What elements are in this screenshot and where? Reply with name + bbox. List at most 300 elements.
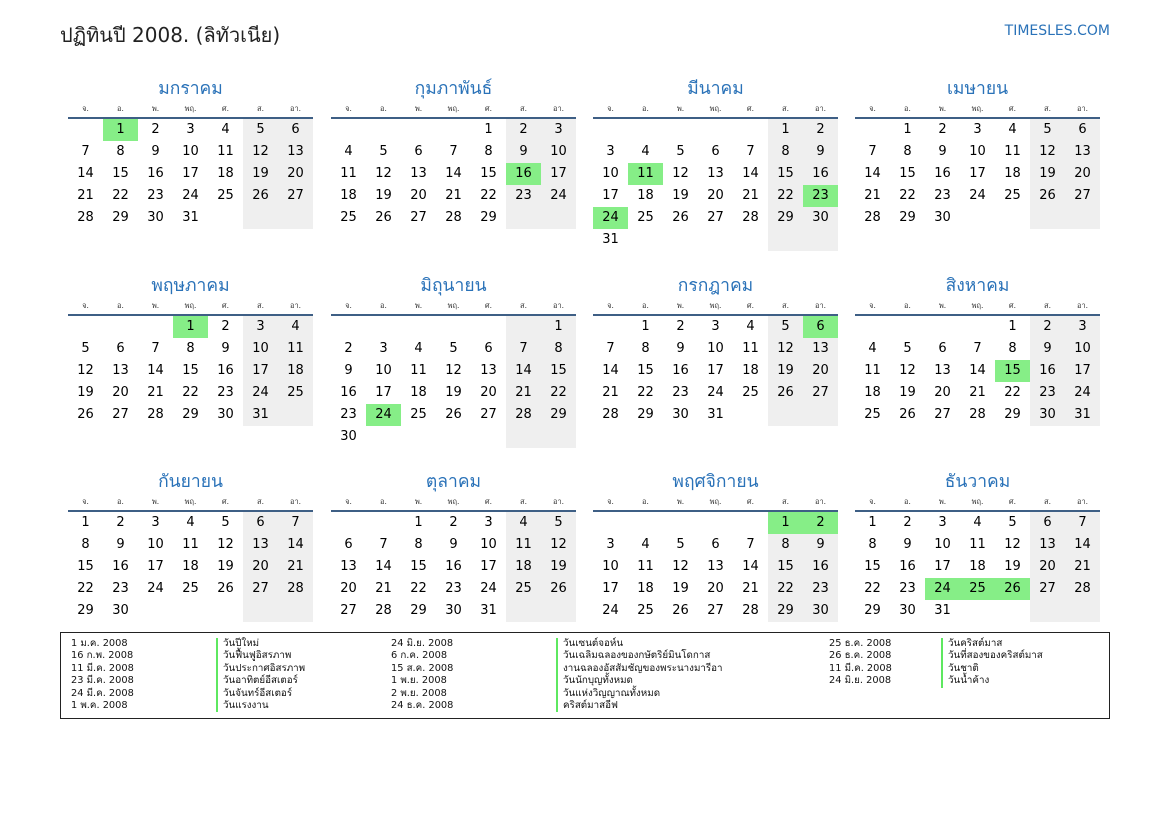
day-cell: 22: [768, 185, 803, 207]
weekday-label: อ.: [380, 104, 387, 113]
weekday-label: ศ.: [484, 497, 493, 506]
day-cell: 11: [864, 363, 881, 378]
weekday-label: อ.: [904, 497, 911, 506]
day-cell: 6: [1030, 512, 1065, 534]
day-cell: 19: [77, 385, 94, 400]
day-cell: 3: [711, 319, 720, 334]
empty-cell: [628, 119, 663, 141]
day-cell: 12: [899, 363, 916, 378]
day-cell: 31: [1065, 404, 1100, 426]
day-cell: 14: [742, 559, 759, 574]
weekday-label: จ.: [869, 497, 876, 506]
day-cell: 17: [934, 559, 951, 574]
day-cell: 5: [449, 341, 458, 356]
day-cell: 4: [746, 319, 755, 334]
day-cell: 13: [278, 141, 313, 163]
day-cell: 13: [707, 166, 724, 181]
day-cell: 18: [278, 360, 313, 382]
empty-cell: [593, 512, 628, 534]
day-cell: 21: [602, 385, 619, 400]
week-row: [331, 382, 576, 404]
day-cell: 24: [480, 581, 497, 596]
day-cell: 5: [676, 144, 685, 159]
day-cell: 12: [243, 141, 278, 163]
week-row: [331, 426, 576, 448]
day-cell: 2: [151, 122, 160, 137]
empty-cell: [541, 207, 576, 229]
week-row: [593, 316, 838, 338]
month-name: ตุลาคม: [425, 472, 482, 492]
empty-cell: [768, 404, 803, 426]
day-cell: 26: [899, 407, 916, 422]
day-cell: 7: [606, 341, 615, 356]
month-name: สิงหาคม: [945, 276, 1010, 296]
week-row: [68, 404, 313, 426]
day-cell: 8: [541, 338, 576, 360]
empty-cell: [698, 119, 733, 141]
day-cell: 6: [711, 144, 720, 159]
weekday-label: ศ.: [746, 104, 755, 113]
day-cell: 3: [606, 537, 615, 552]
day-cell: 19: [243, 163, 278, 185]
day-cell: 26: [672, 210, 689, 225]
weekday-label: พฤ.: [184, 301, 197, 310]
day-cell: 21: [375, 581, 392, 596]
day-cell: 9: [1030, 338, 1065, 360]
day-cell: 21: [1065, 556, 1100, 578]
day-cell: 2: [344, 341, 353, 356]
month-name: กรกฎาคม: [677, 276, 754, 296]
day-cell: 27: [112, 407, 129, 422]
site-link[interactable]: TIMESLES.COM: [1004, 23, 1110, 39]
day-cell: 27: [707, 210, 724, 225]
day-cell: 8: [484, 144, 493, 159]
day-cell: 2: [116, 515, 125, 530]
day-cell: 28: [506, 404, 541, 426]
day-cell: 8: [81, 537, 90, 552]
empty-cell: [506, 426, 541, 448]
day-cell: 7: [746, 537, 755, 552]
day-cell: 5: [1008, 515, 1017, 530]
day-cell: 7: [379, 537, 388, 552]
day-cell: 15: [480, 166, 497, 181]
day-cell: 31: [243, 404, 278, 426]
weekday-label: พ.: [676, 301, 685, 310]
day-cell: 28: [864, 210, 881, 225]
day-cell: 8: [186, 341, 195, 356]
holiday-names-col-1: [216, 638, 305, 712]
day-cell: 16: [899, 559, 916, 574]
day-cell: 6: [1065, 119, 1100, 141]
day-cell: 7: [746, 144, 755, 159]
day-cell: 20: [1065, 163, 1100, 185]
day-cell: 7: [973, 341, 982, 356]
day-cell: 3: [606, 144, 615, 159]
weekday-label: พ.: [151, 301, 160, 310]
day-cell: 18: [1004, 166, 1021, 181]
day-cell: 28: [742, 603, 759, 618]
day-cell: 29: [768, 207, 803, 229]
weekday-label: จ.: [345, 104, 352, 113]
week-row: [68, 338, 313, 360]
day-cell: 29: [541, 404, 576, 426]
day-cell: 25: [637, 603, 654, 618]
day-cell: 3: [186, 122, 195, 137]
day-cell: 30: [899, 603, 916, 618]
day-cell: 11: [217, 144, 234, 159]
day-cell: 10: [541, 141, 576, 163]
day-cell: 12: [77, 363, 94, 378]
day-cell: 26: [375, 210, 392, 225]
day-cell: 9: [938, 144, 947, 159]
day-cell: 13: [803, 338, 838, 360]
empty-cell: [243, 207, 278, 229]
day-cell: 26: [445, 407, 462, 422]
empty-cell: [68, 119, 103, 141]
day-cell: 14: [602, 363, 619, 378]
day-cell: 8: [641, 341, 650, 356]
empty-cell: [803, 404, 838, 426]
weekday-header: [68, 100, 313, 119]
week-row: [68, 185, 313, 207]
day-cell: 5: [1030, 119, 1065, 141]
day-cell: 25: [278, 382, 313, 404]
weekday-header: [593, 100, 838, 119]
day-cell: 30: [217, 407, 234, 422]
empty-cell: [663, 229, 698, 251]
day-cell: 12: [1030, 141, 1065, 163]
day-cell: 18: [217, 166, 234, 181]
day-cell: 9: [151, 144, 160, 159]
day-cell: 4: [506, 512, 541, 534]
day-cell: 22: [480, 188, 497, 203]
weekday-header: [855, 493, 1100, 512]
day-cell: 19: [899, 385, 916, 400]
day-cell: 2: [803, 119, 838, 141]
weekday-label: ศ.: [1008, 301, 1017, 310]
week-row: [593, 534, 838, 556]
weekday-label: จ.: [607, 104, 614, 113]
weekday-label: อ.: [117, 104, 124, 113]
empty-cell: [243, 600, 278, 622]
day-cell: 30: [934, 210, 951, 225]
day-cell: 14: [445, 166, 462, 181]
empty-cell: [138, 316, 173, 338]
day-cell: 11: [410, 363, 427, 378]
day-cell: 12: [217, 537, 234, 552]
day-cell: 10: [707, 341, 724, 356]
day-cell: 24: [147, 581, 164, 596]
day-cell: 5: [221, 515, 230, 530]
week-row: [593, 404, 838, 426]
month-name: ธันวาคม: [944, 472, 1011, 492]
day-cell: 19: [445, 385, 462, 400]
day-cell: 5: [243, 119, 278, 141]
day-cell: 15: [112, 166, 129, 181]
week-row: [593, 360, 838, 382]
empty-cell: [436, 119, 471, 141]
empty-cell: [733, 119, 768, 141]
weekday-label: อ.: [380, 497, 387, 506]
day-cell: 11: [340, 166, 357, 181]
holiday-date: 1 ม.ค. 2008: [71, 638, 128, 649]
day-cell: 31: [182, 210, 199, 225]
empty-cell: [506, 316, 541, 338]
day-cell: 3: [938, 515, 947, 530]
week-row: [68, 534, 313, 556]
day-cell: 11: [1004, 144, 1021, 159]
day-cell: 27: [803, 382, 838, 404]
empty-cell: [436, 316, 471, 338]
day-cell: 24: [969, 188, 986, 203]
holiday-date: 15 ส.ค. 2008: [391, 662, 454, 674]
week-row: [331, 600, 576, 622]
week-row: [331, 512, 576, 534]
weekday-label: อ.: [904, 104, 911, 113]
day-cell: 29: [899, 210, 916, 225]
day-cell: 10: [602, 166, 619, 181]
week-row: [593, 556, 838, 578]
holiday-name: วันแรงงาน: [223, 699, 269, 711]
day-cell: 20: [803, 360, 838, 382]
day-cell: 30: [147, 210, 164, 225]
day-cell: 6: [344, 537, 353, 552]
day-cell: 2: [676, 319, 685, 334]
weekday-label: อา.: [1076, 497, 1089, 506]
day-cell: 19: [1030, 163, 1065, 185]
weekday-label: พ.: [414, 301, 423, 310]
day-cell: 2: [1030, 316, 1065, 338]
day-cell: 28: [602, 407, 619, 422]
day-cell: 20: [1030, 556, 1065, 578]
week-row: [593, 185, 838, 207]
day-cell: 1: [1008, 319, 1017, 334]
day-cell: 15: [637, 363, 654, 378]
week-row: [331, 207, 576, 229]
day-cell: 3: [379, 341, 388, 356]
holiday-date: 6 ก.ค. 2008: [391, 650, 448, 662]
empty-cell: [960, 207, 995, 229]
day-cell: 30: [803, 600, 838, 622]
holiday-name: วันฟื้นฟูอิสรภาพ: [223, 650, 292, 662]
day-cell: 10: [182, 144, 199, 159]
day-cell: 27: [934, 407, 951, 422]
day-cell: 30: [803, 207, 838, 229]
week-row: [593, 578, 838, 600]
holiday-names-col-3: [941, 638, 1043, 688]
day-cell: 31: [707, 407, 724, 422]
day-cell: 25: [960, 578, 995, 600]
day-cell: 28: [969, 407, 986, 422]
week-row: [855, 163, 1100, 185]
empty-cell: [68, 316, 103, 338]
holiday-dates-col-3: [829, 638, 892, 688]
day-cell: 14: [147, 363, 164, 378]
day-cell: 14: [742, 166, 759, 181]
day-cell: 27: [707, 603, 724, 618]
weekday-label: ศ.: [221, 104, 230, 113]
day-cell: 6: [484, 341, 493, 356]
day-cell: 15: [899, 166, 916, 181]
week-row: [593, 382, 838, 404]
day-cell: 1: [81, 515, 90, 530]
day-cell: 28: [147, 407, 164, 422]
weekday-label: ศ.: [484, 301, 493, 310]
day-cell: 25: [506, 578, 541, 600]
day-cell: 18: [506, 556, 541, 578]
day-cell: 23: [147, 188, 164, 203]
month-name: กันยายน: [158, 472, 223, 492]
holiday-date: 24 มิ.ย. 2008: [829, 675, 892, 687]
day-cell: 30: [672, 407, 689, 422]
day-cell: 19: [217, 559, 234, 574]
day-cell: 29: [410, 603, 427, 618]
empty-cell: [541, 426, 576, 448]
month-1: [68, 70, 313, 229]
day-cell: 24: [243, 382, 278, 404]
day-cell: 23: [1030, 382, 1065, 404]
day-cell: 11: [742, 341, 759, 356]
day-cell: 1: [484, 122, 493, 137]
day-cell: 24: [602, 603, 619, 618]
day-cell: 8: [868, 537, 877, 552]
empty-cell: [628, 512, 663, 534]
week-row: [68, 556, 313, 578]
weekday-label: จ.: [82, 104, 89, 113]
day-cell: 27: [278, 185, 313, 207]
day-cell: 16: [147, 166, 164, 181]
day-cell: 24: [366, 404, 401, 426]
day-cell: 9: [116, 537, 125, 552]
day-cell: 11: [278, 338, 313, 360]
empty-cell: [1065, 600, 1100, 622]
day-cell: 10: [969, 144, 986, 159]
week-row: [331, 404, 576, 426]
day-cell: 17: [182, 166, 199, 181]
day-cell: 9: [803, 534, 838, 556]
day-cell: 24: [925, 578, 960, 600]
day-cell: 4: [973, 515, 982, 530]
week-row: [331, 534, 576, 556]
holiday-name: งานฉลองอัสสัมชัญของพระนางมารีอา: [563, 662, 723, 674]
day-cell: 18: [742, 363, 759, 378]
week-row: [593, 338, 838, 360]
day-cell: 7: [449, 144, 458, 159]
holiday-date: 24 มิ.ย. 2008: [391, 638, 454, 649]
month-8: [855, 267, 1100, 426]
day-cell: 22: [899, 188, 916, 203]
week-row: [68, 141, 313, 163]
weekday-label: พฤ.: [447, 301, 460, 310]
day-cell: 6: [243, 512, 278, 534]
day-cell: 15: [410, 559, 427, 574]
day-cell: 8: [768, 141, 803, 163]
day-cell: 23: [445, 581, 462, 596]
day-cell: 25: [217, 188, 234, 203]
holiday-name: วันน้ำค้าง: [948, 675, 990, 687]
day-cell: 23: [934, 188, 951, 203]
day-cell: 4: [868, 341, 877, 356]
empty-cell: [1065, 207, 1100, 229]
day-cell: 21: [742, 188, 759, 203]
holiday-date: 23 มี.ค. 2008: [71, 675, 134, 687]
week-row: [68, 163, 313, 185]
day-cell: 15: [541, 360, 576, 382]
day-cell: 16: [445, 559, 462, 574]
day-cell: 19: [1004, 559, 1021, 574]
empty-cell: [278, 207, 313, 229]
day-cell: 8: [1008, 341, 1017, 356]
day-cell: 21: [864, 188, 881, 203]
day-cell: 5: [903, 341, 912, 356]
day-cell: 7: [868, 144, 877, 159]
weekday-header: [68, 297, 313, 316]
month-name: กุมภาพันธ์: [414, 79, 493, 99]
holiday-name: วันประกาศอิสรภาพ: [223, 662, 306, 674]
day-cell: 22: [77, 581, 94, 596]
day-cell: 3: [484, 515, 493, 530]
holiday-name: วันอาทิตย์อีสเตอร์: [223, 675, 298, 687]
day-cell: 16: [803, 556, 838, 578]
day-cell: 1: [868, 515, 877, 530]
day-cell: 16: [672, 363, 689, 378]
weekday-label: จ.: [82, 301, 89, 310]
week-row: [855, 316, 1100, 338]
weekday-header: [331, 100, 576, 119]
day-cell: 21: [742, 581, 759, 596]
empty-cell: [208, 207, 243, 229]
day-cell: 25: [742, 385, 759, 400]
weekday-label: พฤ.: [709, 497, 722, 506]
weekday-label: ส.: [782, 301, 789, 310]
holiday-name: คริสต์มาสอีฟ: [563, 699, 618, 711]
day-cell: 13: [243, 534, 278, 556]
day-cell: 8: [768, 534, 803, 556]
week-row: [68, 360, 313, 382]
empty-cell: [995, 207, 1030, 229]
empty-cell: [331, 316, 366, 338]
empty-cell: [890, 316, 925, 338]
day-cell: 1: [414, 515, 423, 530]
day-cell: 27: [480, 407, 497, 422]
day-cell: 9: [221, 341, 230, 356]
weekday-label: อา.: [289, 104, 302, 113]
day-cell: 29: [768, 600, 803, 622]
day-cell: 6: [803, 316, 838, 338]
day-cell: 10: [375, 363, 392, 378]
day-cell: 14: [864, 166, 881, 181]
day-cell: 15: [864, 559, 881, 574]
holiday-dates-col-2: [391, 638, 453, 712]
day-cell: 4: [186, 515, 195, 530]
day-cell: 23: [506, 185, 541, 207]
day-cell: 20: [112, 385, 129, 400]
day-cell: 18: [340, 188, 357, 203]
week-row: [593, 600, 838, 622]
day-cell: 17: [480, 559, 497, 574]
weekday-label: อ.: [642, 497, 649, 506]
day-cell: 20: [707, 188, 724, 203]
day-cell: 28: [278, 578, 313, 600]
day-cell: 13: [934, 363, 951, 378]
empty-cell: [471, 316, 506, 338]
holiday-date: 24 มี.ค. 2008: [71, 687, 134, 699]
day-cell: 20: [410, 188, 427, 203]
day-cell: 18: [182, 559, 199, 574]
holiday-name: วันเซนต์จอห์น: [563, 638, 624, 649]
holiday-date: 11 มี.ค. 2008: [71, 662, 134, 674]
day-cell: 29: [480, 210, 497, 225]
